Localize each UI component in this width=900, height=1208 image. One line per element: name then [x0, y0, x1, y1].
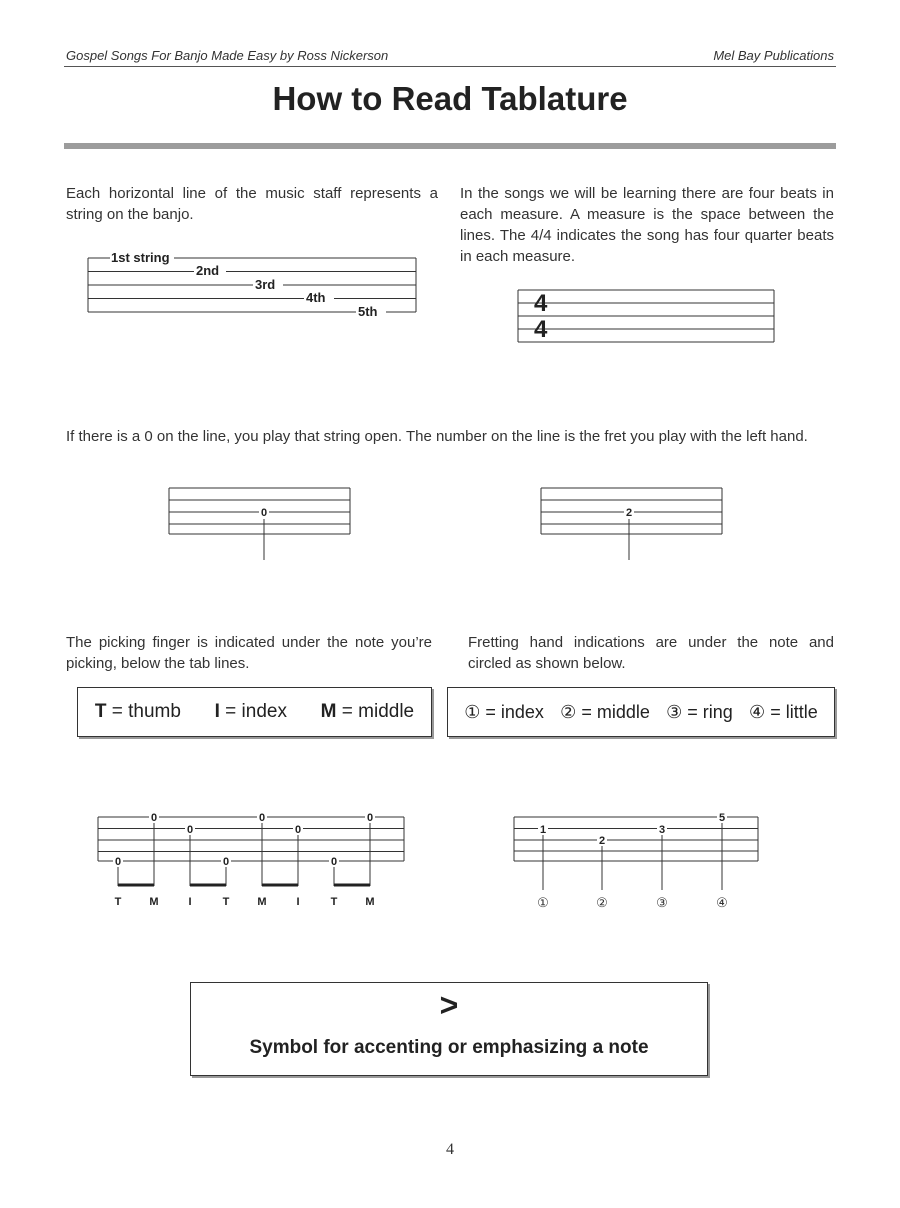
- string-label-4: 4th: [306, 290, 326, 305]
- string-label-1: 1st string: [111, 250, 170, 265]
- fretting-finger-label: ①: [537, 895, 549, 910]
- fret-number-explanation: If there is a 0 on the line, you play that string open. The number on the line is the fret you play with the left hand.: [66, 428, 808, 445]
- tab-note: 1: [539, 824, 547, 836]
- fretting-finger-label: ③: [656, 895, 668, 910]
- measure-explanation-text: In the songs we will be learning there are four beats in each measure. A measure is the space between the lines. The 4/4 indicates the song has four quarter beats in each measure.: [460, 185, 834, 265]
- fretting-tab-example: [508, 806, 764, 914]
- finger-label: T: [222, 896, 230, 908]
- accent-symbol: >: [439, 987, 459, 1023]
- tab-note: 0: [258, 812, 266, 824]
- tab-note: 0: [150, 812, 158, 824]
- picking-finger-explanation: The picking finger is indicated under the note you’re picking, below the tab lines.: [66, 634, 432, 672]
- accent-description: Symbol for accenting or emphasizing a note: [249, 1037, 649, 1058]
- finger-label: T: [330, 896, 338, 908]
- finger-label: T: [114, 896, 122, 908]
- tab-note: 5: [718, 812, 726, 824]
- finger-label: M: [257, 896, 267, 908]
- string-label-2: 2nd: [196, 263, 220, 278]
- key-fret-little: ④ = little: [749, 701, 818, 722]
- key-thumb: T = thumb: [94, 701, 181, 722]
- finger-label: M: [365, 896, 375, 908]
- finger-label: I: [188, 896, 192, 908]
- staff-explanation-text: Each horizontal line of the music staff represents a string on the banjo.: [66, 185, 438, 223]
- time-signature-top: 4: [534, 290, 548, 317]
- key-fret-ring: ③ = ring: [666, 701, 733, 722]
- fretting-finger-key: [447, 687, 835, 737]
- fretting-finger-label: ②: [596, 895, 608, 910]
- finger-label: M: [149, 896, 159, 908]
- tab-note: 0: [186, 824, 194, 836]
- picking-finger-key: [77, 687, 432, 737]
- key-middle: M = middle: [320, 701, 415, 722]
- key-index: I = index: [214, 701, 287, 722]
- tab-note: 2: [598, 835, 606, 847]
- fretting-hand-explanation: Fretting hand indications are under the note and circled as shown below.: [468, 634, 834, 672]
- running-header-publisher: Mel Bay Publications: [713, 48, 834, 63]
- time-signature-bottom: 4: [534, 316, 548, 343]
- tab-note: 0: [294, 824, 302, 836]
- fretted-note-example: [536, 482, 728, 562]
- tab-note: 0: [260, 507, 268, 519]
- tab-note: 3: [658, 824, 666, 836]
- accent-symbol-box: [190, 982, 708, 1076]
- string-labels-diagram: [80, 248, 425, 323]
- tab-note: 0: [330, 856, 338, 868]
- tab-note: 0: [222, 856, 230, 868]
- tab-note: 0: [114, 856, 122, 868]
- running-header-title: Gospel Songs For Banjo Made Easy by Ross Nickerson: [66, 48, 389, 63]
- header-rule: [64, 66, 836, 67]
- string-label-3: 3rd: [255, 277, 276, 292]
- key-fret-middle: ② = middle: [560, 701, 650, 722]
- title-divider: [64, 143, 836, 149]
- tab-note: 2: [625, 507, 633, 519]
- open-string-example: [164, 482, 356, 562]
- fretting-finger-label: ④: [716, 895, 728, 910]
- page-number: 4: [446, 1141, 454, 1158]
- key-fret-index: ① = index: [464, 701, 544, 722]
- finger-label: I: [296, 896, 300, 908]
- tab-note: 0: [366, 812, 374, 824]
- page-title: How to Read Tablature: [272, 80, 628, 117]
- picking-tab-example: [94, 808, 410, 912]
- string-label-5: 5th: [358, 304, 378, 319]
- time-signature-staff: [510, 282, 782, 348]
